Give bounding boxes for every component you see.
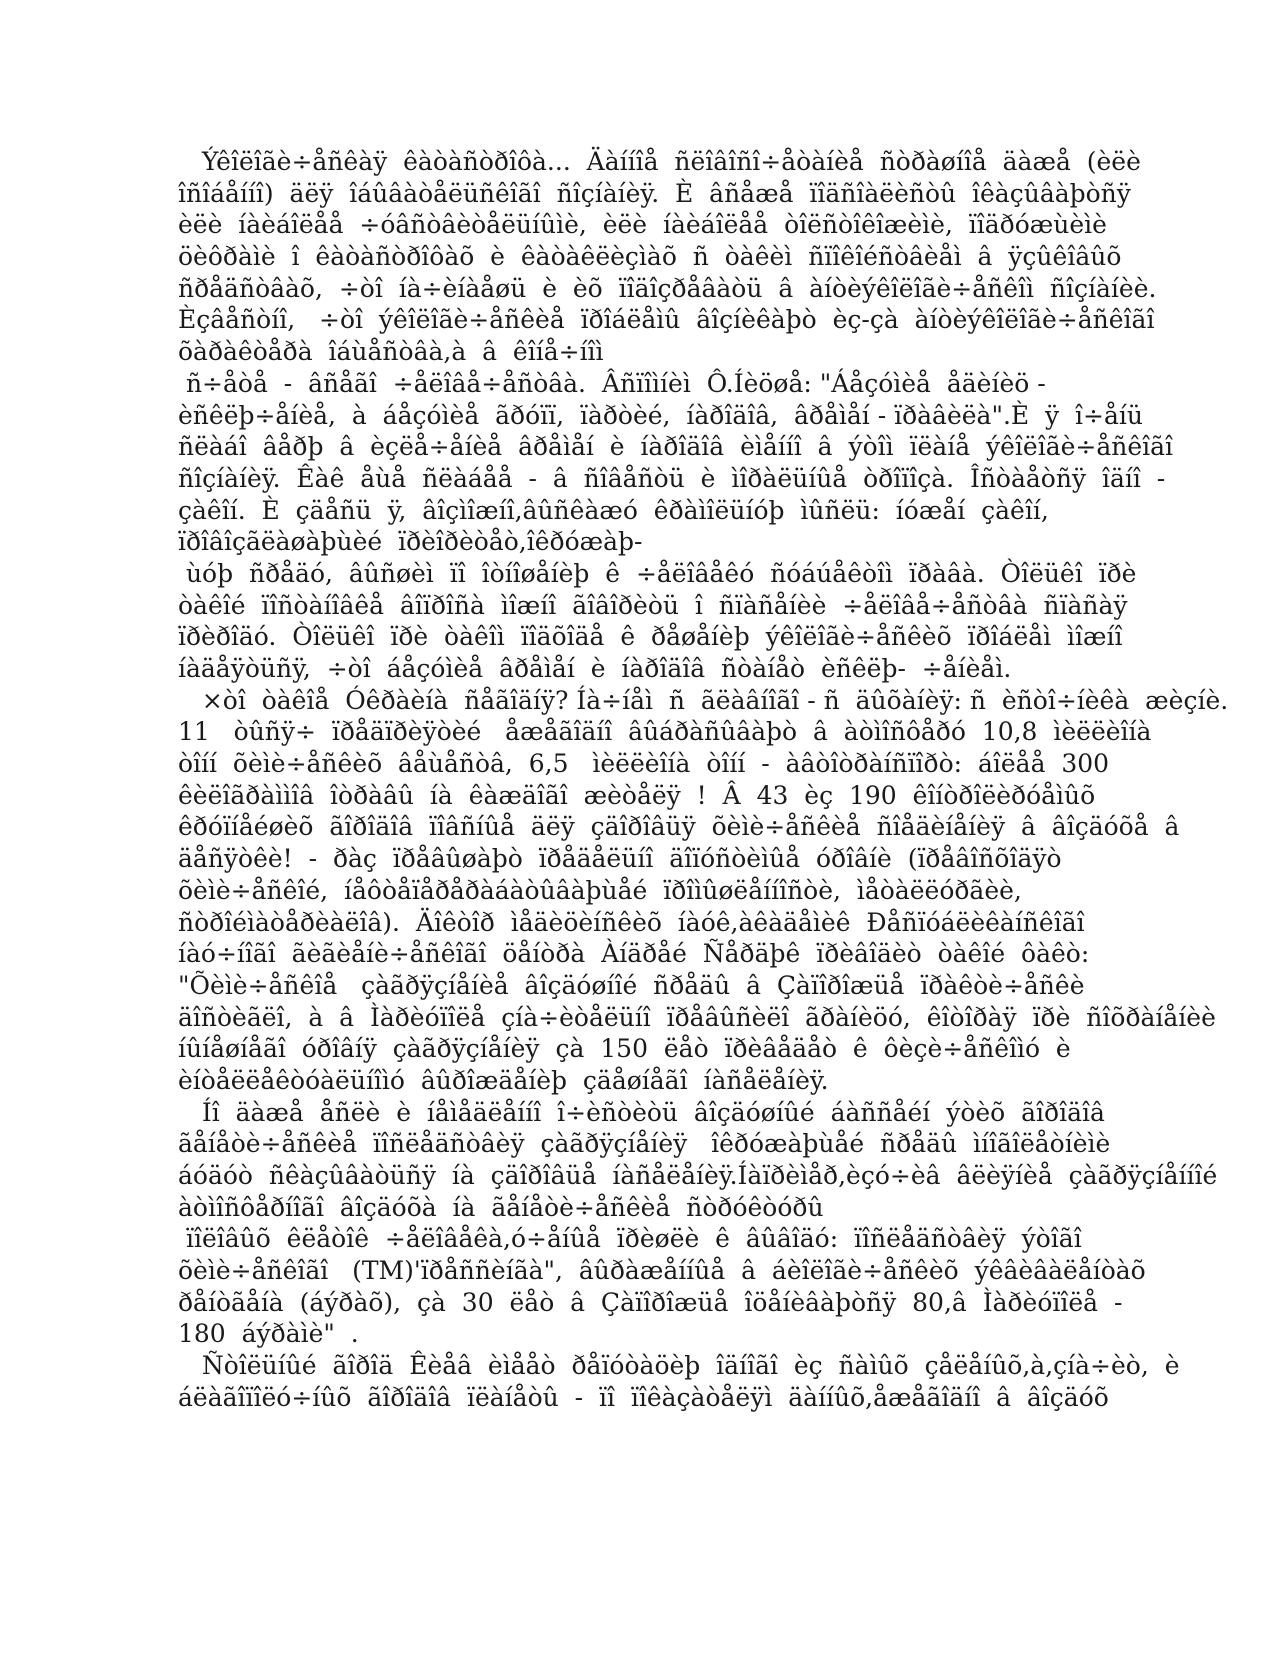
- text-line: ñîçíàíèÿ. Êàê åùå ñëàáåå - â ñîâåñòü è ìîðàëüíûå òðîïîçà. Îñòàåòñÿ îäíî -: [178, 463, 1166, 493]
- text-line: ñòðîéìàòåðèàëîâ). Äîêòîð ìåäèöèíñêèõ íàóê,àêàäåìèê Ðåñïóáëèêàíñêîãî: [178, 907, 1085, 937]
- text-line: õèìè÷åñêîãî (TM)'ïðåññèíãà", âûðàæåííûå â áèîëîãè÷åñêèõ ýêâèâàëåíòàõ: [178, 1256, 1146, 1286]
- text-line: ïîëîâûõ êëåòîê ÷åëîâåêà,ó÷åíûå ïðèøëè ê âûâîäó: ïîñëåäñòâèÿ ýòîãî: [178, 1224, 1082, 1254]
- text-line: ×òî òàêîå Óêðàèíà ñåãîäíÿ? Íà÷íåì ñ ãëàâíîãî - ñ äûõàíèÿ: ñ èñòî÷íèêà æèçíè.: [178, 685, 1229, 715]
- text-line: ïðèðîäó. Òîëüêî ïðè òàêîì ïîäõîäå ê ðåøåíèþ ýêîëîãè÷åñêèõ ïðîáëåì ìîæíî: [178, 622, 1123, 652]
- text-line: õèìè÷åñêîé, íåôòåïåðåðàáàòûâàþùåé ïðîìûøëåííîñòè, ìåòàëëóðãèè,: [178, 875, 1022, 905]
- text-line: Íî äàæå åñëè è íåìåäëåííî î÷èñòèòü âîçäóøíûé áàññåéí ýòèõ ãîðîäîâ: [178, 1097, 1105, 1127]
- text-line: áëàãîïîëó÷íûõ ãîðîäîâ ïëàíåòû - ïî ïîêàçàòåëÿì äàííûõ,åæåãîäíî â âîçäóõ: [178, 1382, 1109, 1412]
- text-line: äåñÿòêè! - ðàç ïðåâûøàþò ïðåäåëüíî äîïóñòèìûå óðîâíè (ïðåâîñõîäÿò: [178, 844, 1062, 874]
- text-line: Ýêîëîãè÷åñêàÿ êàòàñòðîôà... Äàííîå ñëîâîñî÷åòàíèå ñòðàøíîå äàæå (èëè: [178, 147, 1141, 176]
- text-line: èíòåëëåêòóàëüíîìó âûðîæäåíèþ çäåøíåãî íàñåëåíèÿ.: [178, 1065, 829, 1095]
- text-line: öèôðàìè î êàòàñòðîôàõ è êàòàêëèçìàõ ñ òàêèì ñïîêîéñòâèåì â ÿçûêîâûõ: [178, 242, 1122, 272]
- text-line: íàó÷íîãî ãèãèåíè÷åñêîãî öåíòðà Àíäðåé Ñåðäþê ïðèâîäèò òàêîé ôàêò:: [178, 939, 1090, 969]
- text-line: íàäåÿòüñÿ, ÷òî áåçóìèå âðåìåí è íàðîäîâ ñòàíåò èñêëþ- ÷åíèåì.: [178, 654, 1012, 683]
- document-body: [178, 146, 1229, 1414]
- text-line: ðåíòãåíà (áýðàõ), çà 30 ëåò â Çàïîðîæüå îöåíèâàþòñÿ 80,â Ìàðèóïîëå -: [178, 1287, 1123, 1317]
- text-line: äîñòèãëî, à â Ìàðèóïîëå çíà÷èòåëüíî ïðåâûñèëî ãðàíèöó, êîòîðàÿ ïðè ñîõðàíåíèè: [178, 1002, 1216, 1032]
- text-line: êèëîãðàììîâ îòðàâû íà êàæäîãî æèòåëÿ ! Â 43 èç 190 êîíòðîëèðóåìûõ: [178, 780, 1096, 810]
- text-line: òàêîé ïîñòàíîâêå âîïðîñà ìîæíî ãîâîðèòü î ñïàñåíèè ÷åëîâå÷åñòâà ñïàñàÿ: [178, 590, 1128, 620]
- text-line: àòìîñôåðíîãî âîçäóõà íà ãåíåòè÷åñêèå ñòðóêòóðû: [178, 1192, 824, 1222]
- text-line: íûíåøíåãî óðîâíÿ çàãðÿçíåíèÿ çà 150 ëåò ïðèâåäåò ê ôèçè÷åñêîìó è: [178, 1034, 1071, 1064]
- text-line: Èçâåñòíî, ÷òî ýêîëîãè÷åñêèå ïðîáëåìû âîçíèêàþò èç-çà àíòèýêîëîãè÷åñêîãî: [178, 305, 1155, 335]
- text-line: áóäóò ñêàçûâàòüñÿ íà çäîðîâüå íàñåëåíèÿ.Íàïðèìåð,èçó÷èâ âëèÿíèå çàãðÿçíåííîé: [178, 1161, 1218, 1190]
- text-line: ïðîâîçãëàøàþùèé ïðèîðèòåò,îêðóæàþ-: [178, 527, 643, 557]
- text-line: òîíí õèìè÷åñêèõ âåùåñòâ, 6,5 ìèëëèîíà òîíí - àâòîòðàíñïîðò: áîëåå 300: [178, 749, 1110, 779]
- text-line: êðóïíåéøèõ ãîðîäîâ ïîâñíûå äëÿ çäîðîâüÿ õèìè÷åñêèå ñîåäèíåíèÿ â âîçäóõå â: [178, 812, 1180, 842]
- text-line: ñ÷åòå - âñåãî ÷åëîâå÷åñòâà. Âñïîìíèì Ô.Íèöøå: "Áåçóìèå åäèíèö -: [178, 368, 1046, 398]
- text-line: èñêëþ÷åíèå, à áåçóìèå ãðóïï, ïàðòèé, íàðîäîâ, âðåìåí - ïðàâèëà".È ÿ î÷åíü: [178, 400, 1143, 430]
- text-line: "Õèìè÷åñêîå çàãðÿçíåíèå âîçäóøíîé ñðåäû â Çàïîðîæüå ïðàêòè÷åñêè: [178, 970, 1085, 1000]
- text-line: ùóþ ñðåäó, âûñøèì ïî îòíîøåíèþ ê ÷åëîâåêó ñóáúåêòîì ïðàâà. Òîëüêî ïðè: [178, 558, 1137, 588]
- text-line: çàêîí. È çäåñü ÿ, âîçìîæíî,âûñêàæó êðàìîëüíóþ ìûñëü: íóæåí çàêîí,: [178, 495, 1049, 525]
- text-line: 180 áýðàìè" .: [178, 1319, 359, 1349]
- text-line: ñëàáî âåðþ â èçëå÷åíèå âðåìåí è íàðîäîâ èìåííî â ýòîì ïëàíå ýêîëîãè÷åñêîãî: [178, 432, 1174, 462]
- text-line: îñîáåííî) äëÿ îáûâàòåëüñêîãî ñîçíàíèÿ. È âñåæå ïîäñîàëèñòû îêàçûâàþòñÿ: [178, 178, 1131, 208]
- text-line: ñðåäñòâàõ, ÷òî íà÷èíàåøü è èõ ïîäîçðåâàòü â àíòèýêîëîãè÷åñêîì ñîçíàíèè.: [178, 273, 1157, 303]
- text-line: ãåíåòè÷åñêèå ïîñëåäñòâèÿ çàãðÿçíåíèÿ îêðóæàþùåé ñðåäû ìíîãîëåòíèìè: [178, 1129, 1111, 1159]
- text-line: Ñòîëüíûé ãîðîä Êèåâ èìååò ðåïóòàöèþ îäíîãî èç ñàìûõ çåëåíûõ,à,çíà÷èò, è: [178, 1351, 1180, 1381]
- text-line: õàðàêòåðà îáùåñòâà,à â êîíå÷íîì: [178, 337, 604, 367]
- text-line: èëè íàèáîëåå ÷óâñòâèòåëüíûìè, èëè íàèáîëåå òîëñòîêîæèìè, ïîäðóæùèìè: [178, 210, 1107, 240]
- text-line: 11 òûñÿ÷ ïðåäïðèÿòèé åæåãîäíî âûáðàñûâàþò â àòìîñôåðó 10,8 ìèëëèîíà: [178, 717, 1152, 747]
